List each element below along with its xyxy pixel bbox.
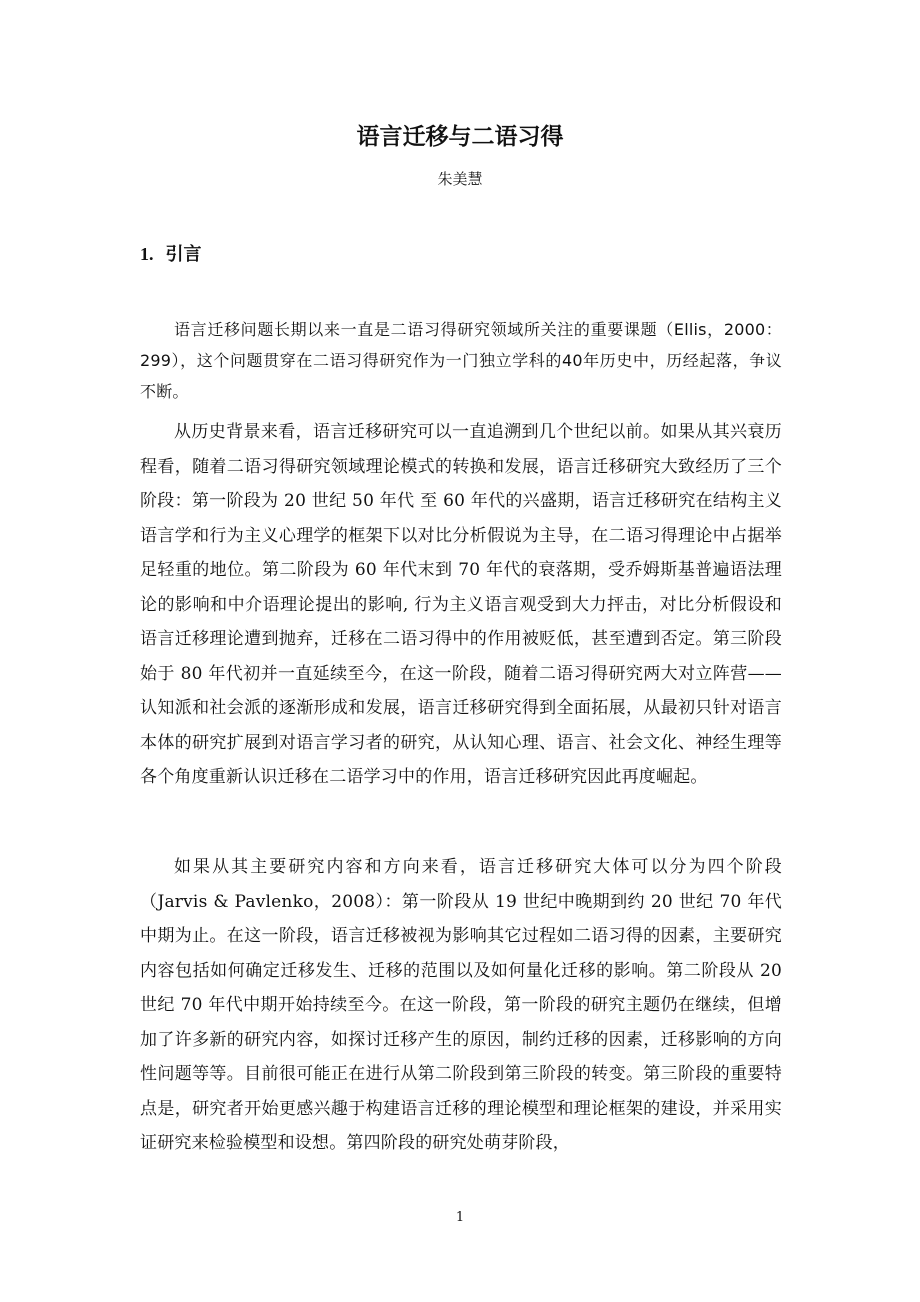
section-heading	[140, 240, 202, 266]
section-title: 引言	[165, 244, 202, 265]
paragraph: 语言迁移问题长期以来一直是二语习得研究领域所关注的重要课题（Ellis，2000：299），这个问题贯穿在二语习得研究作为一门独立学科的40年历史中，历经起落，争议不断。	[140, 320, 782, 401]
author-name: 朱美慧	[437, 170, 483, 188]
page-number: 1	[455, 1210, 465, 1225]
document-title: 语言迁移与二语习得	[356, 124, 564, 150]
paragraph-1-block	[140, 314, 782, 407]
paragraph-2-block	[140, 415, 782, 795]
paragraph-3-block	[140, 850, 782, 1161]
paragraph: 如果从其主要研究内容和方向来看，语言迁移研究大体可以分为四个阶段（Jarvis & Pavlenko，2008）：第一阶段从 19 世纪中晚期到约 20 世纪 70 年代中期为止。在这一阶段，语言迁移被视为影响其它过程如二语习得的因素，主要研究内容包括如何确定迁移发生、迁移的范围以及如何量化迁移的影响。第二阶段从 20 世纪 70 年代中期开始持续至今。在这一阶段，第一阶段的研究主题仍在继续，但增加了许多新的研究内容，如探讨迁移产生的原因，制约迁移的因素，迁移影响的方向性问题等等。目前很可能正在进行从第二阶段到第三阶段的转变。第三阶段的重要特点是，研究者开始更感兴趣于构建语言迁移的理论模型和理论框架的建设，并采用实证研究来检验模型和设想。第四阶段的研究处萌芽阶段，	[140, 857, 782, 1153]
section-number: 1.	[140, 244, 154, 264]
paragraph: 从历史背景来看，语言迁移研究可以一直追溯到几个世纪以前。如果从其兴衰历程看，随着二语习得研究领域理论模式的转换和发展，语言迁移研究大致经历了三个阶段：第一阶段为 20 世纪 50 年代 至 60 年代的兴盛期，语言迁移研究在结构主义语言学和行为主义心理学的框架下以对比分析假说为主导，在二语习得理论中占据举足轻重的地位。第二阶段为 60 年代末到 70 年代的衰落期，受乔姆斯基普遍语法理论的影响和中介语理论提出的影响, 行为主义语言观受到大力抨击，对比分析假设和语言迁移理论遭到抛弃，迁移在二语习得中的作用被贬低，甚至遭到否定。第三阶段始于 80 年代初并一直延续至今，在这一阶段，随着二语习得研究两大对立阵营——认知派和社会派的逐渐形成和发展，语言迁移研究得到全面拓展，从最初只针对语言本体的研究扩展到对语言学习者的研究，从认知心理、语言、社会文化、神经生理等各个角度重新认识迁移在二语学习中的作用，语言迁移研究因此再度崛起。	[140, 422, 782, 787]
